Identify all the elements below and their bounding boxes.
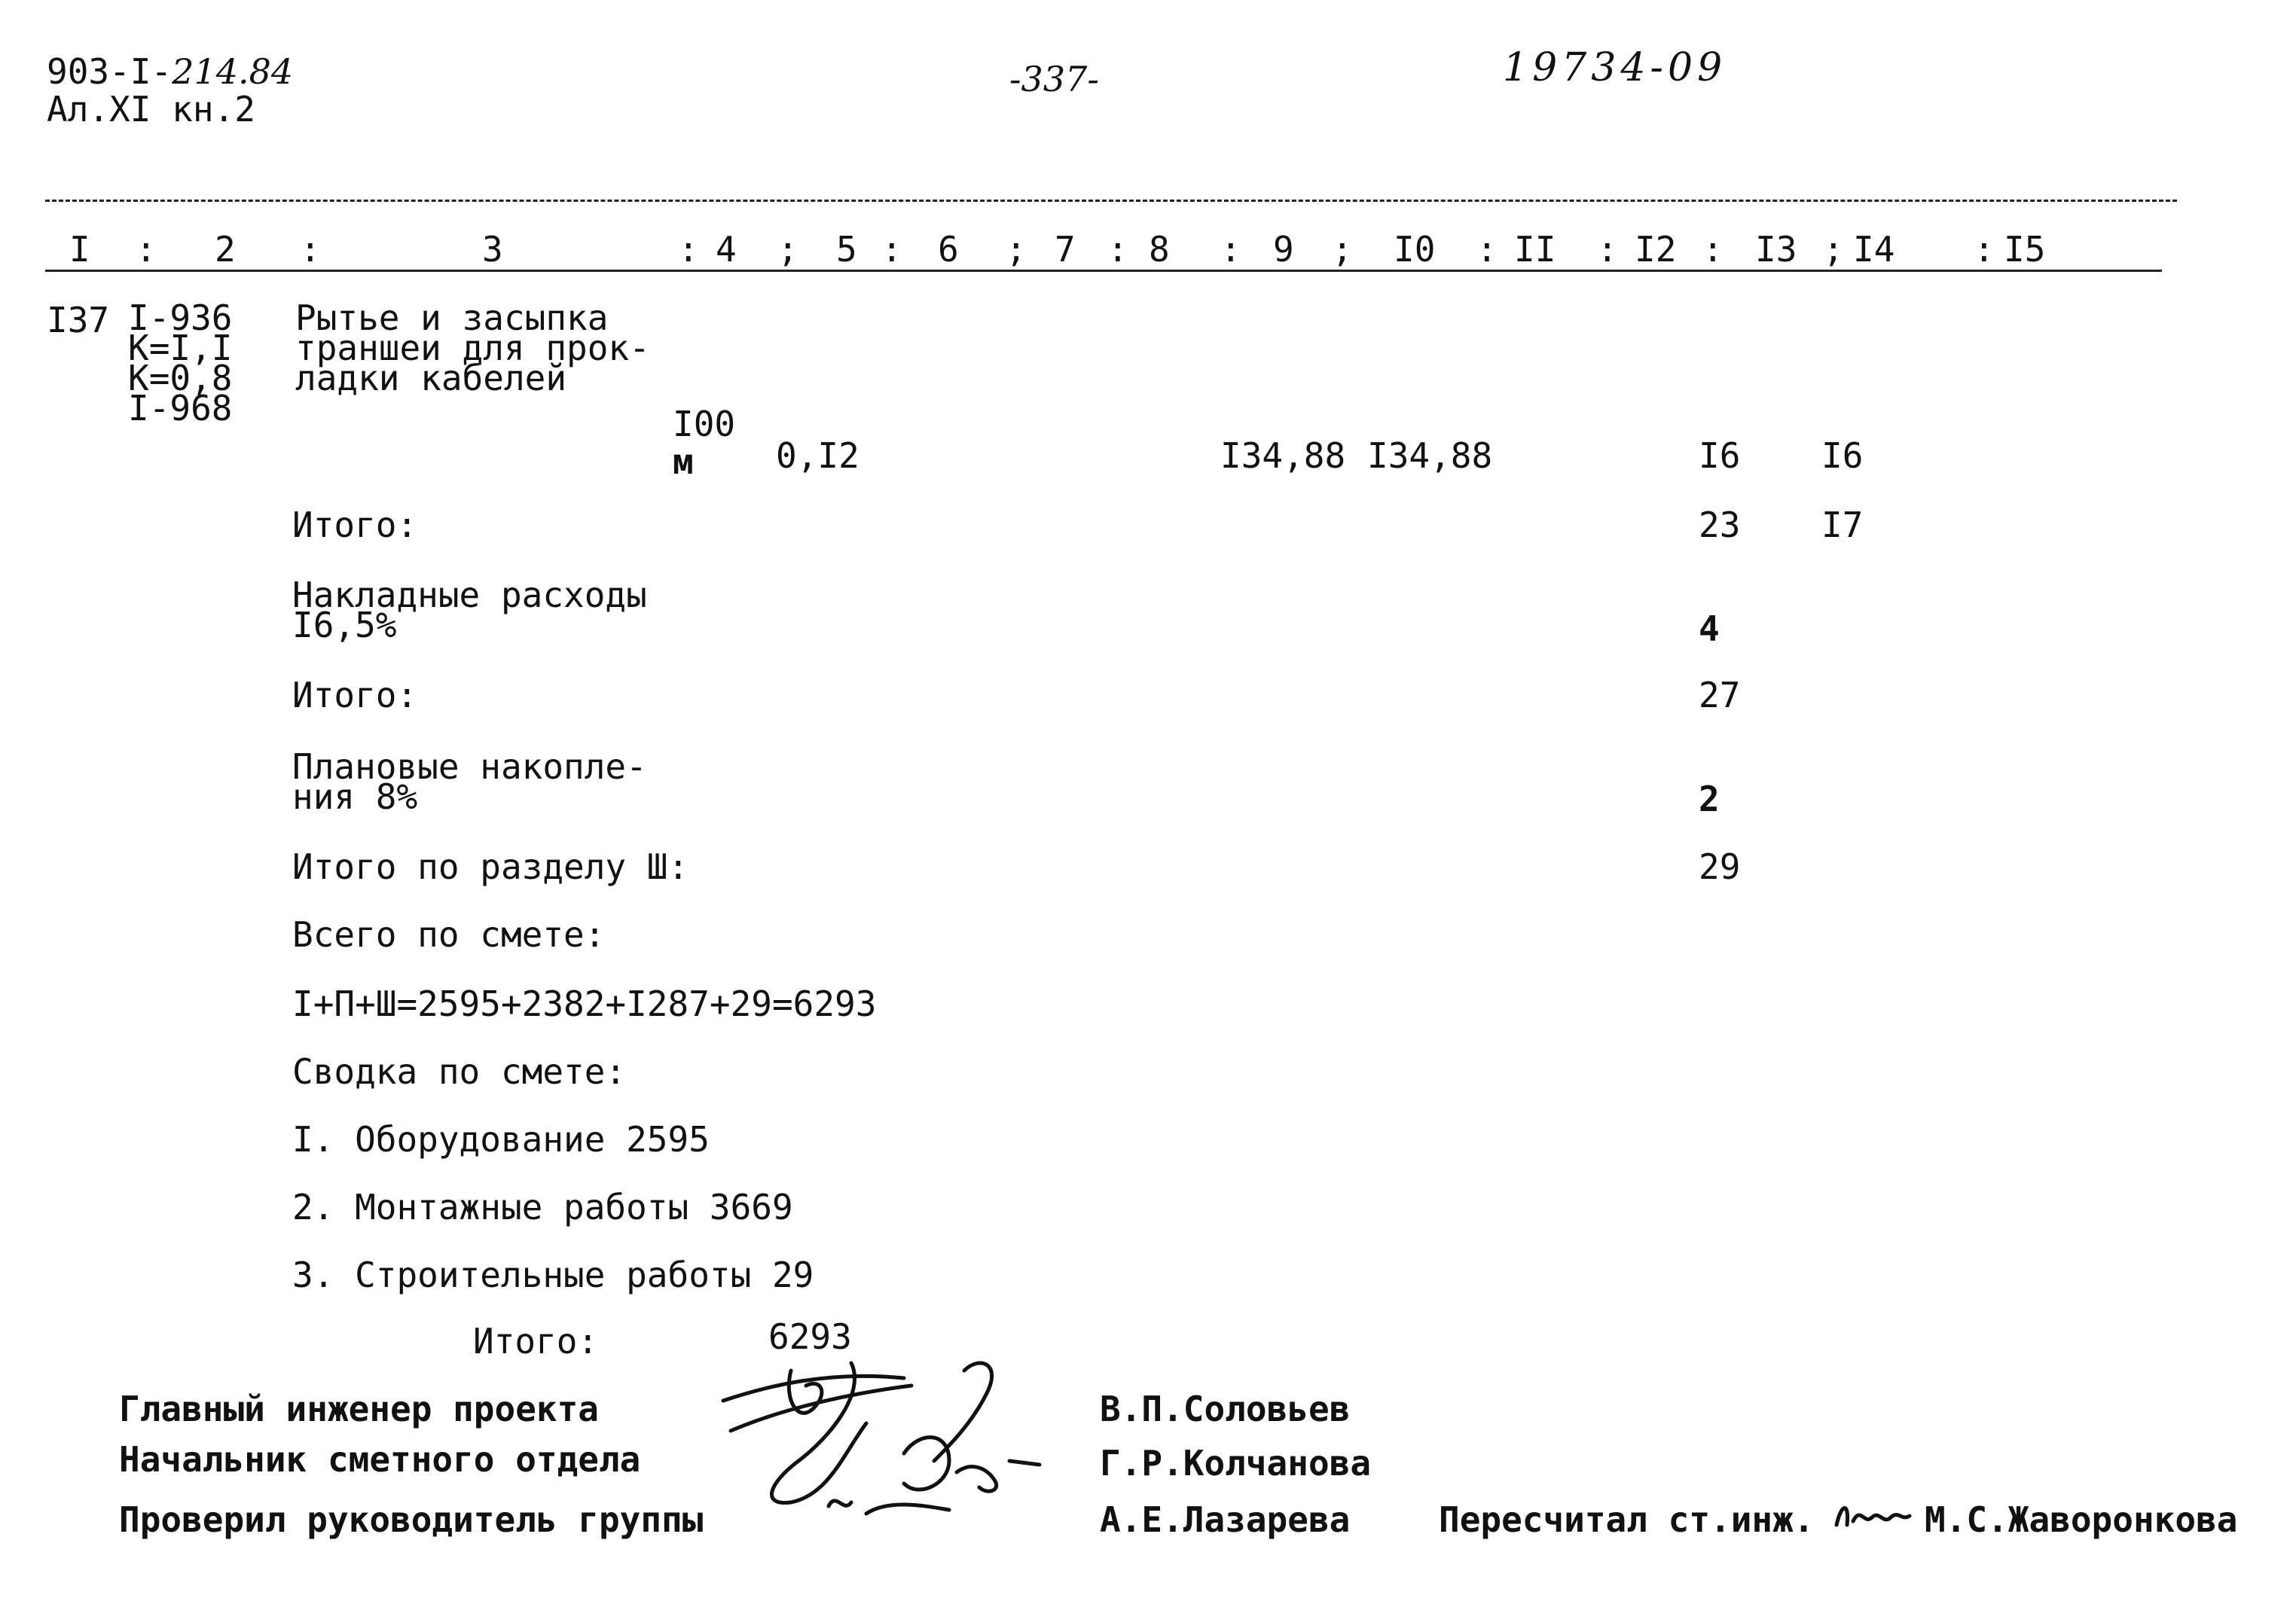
- col-header: I4: [1853, 229, 1895, 270]
- col-header: II: [1514, 229, 1556, 270]
- col-header: 8: [1149, 229, 1170, 270]
- summary-value-12: 4: [1699, 608, 1720, 649]
- summary-value-12: 27: [1699, 675, 1741, 715]
- col-header: 4: [716, 229, 737, 270]
- row-code-3: К=0,8: [128, 358, 233, 398]
- row-code-1: I-936: [128, 297, 233, 338]
- signature-role: Проверил руководитель группы: [119, 1499, 704, 1540]
- handwritten-signatures: [678, 1340, 1070, 1536]
- summary-value-12: 2: [1699, 779, 1720, 819]
- itogo-label: Итого:: [473, 1321, 599, 1362]
- top-rule: [45, 200, 2177, 202]
- col-header: 6: [938, 229, 959, 270]
- summary-value-12: 29: [1699, 846, 1741, 887]
- recount-name: М.С.Жаворонкова: [1925, 1499, 2238, 1540]
- summary-value-13: I7: [1821, 505, 1864, 545]
- row-code-4: I-968: [128, 388, 233, 428]
- doc-code-handwritten: 214.84: [172, 51, 294, 92]
- recount-signature: [1830, 1495, 1913, 1540]
- col-header: 7: [1055, 229, 1076, 270]
- signature-name: В.П.Соловьев: [1100, 1389, 1351, 1429]
- svodka-label: Сводка по смете:: [292, 1051, 627, 1092]
- col-header: I0: [1394, 229, 1436, 270]
- archive-number: 19734-09: [1503, 45, 1727, 90]
- summary-label: Плановые накопле-: [292, 746, 647, 787]
- row-unit-bottom: м: [673, 441, 694, 482]
- row-unit-top: I00: [673, 404, 736, 444]
- doc-code: [47, 51, 294, 92]
- summary-label: Итого:: [292, 505, 418, 545]
- album-label: Ал.XI кн.2: [47, 89, 255, 130]
- svodka-item: I. Оборудование 2595: [292, 1119, 710, 1160]
- row-code-2: К=I,I: [128, 328, 233, 368]
- row-col10: I34,88: [1367, 435, 1493, 476]
- all-total-label: Всего по смете:: [292, 914, 606, 955]
- row-col13: I6: [1821, 435, 1864, 476]
- total-formula: I+П+Ш=2595+2382+I287+29=6293: [292, 983, 877, 1024]
- summary-label: ния 8%: [292, 776, 418, 817]
- signature-role: Главный инженер проекта: [119, 1389, 599, 1429]
- summary-label: Итого:: [292, 675, 418, 715]
- col-header: I: [69, 229, 90, 270]
- signature-role: Начальник сметного отдела: [119, 1439, 641, 1480]
- col-header: I5: [2004, 229, 2046, 270]
- summary-label: Накладные расходы: [292, 575, 647, 615]
- row-desc-line: траншеи для прок-: [295, 328, 650, 368]
- itogo-value: 6293: [768, 1316, 852, 1357]
- row-col12: I6: [1699, 435, 1741, 476]
- summary-value-12: 23: [1699, 505, 1741, 545]
- svodka-item: 3. Строительные работы 29: [292, 1255, 814, 1295]
- row-quantity: 0,I2: [776, 435, 859, 476]
- col-header: 9: [1273, 229, 1294, 270]
- col-header: 3: [482, 229, 503, 270]
- doc-code-prefix: 903-I-: [47, 51, 173, 92]
- row-desc-line: ладки кабелей: [295, 358, 567, 398]
- col-header: 5: [836, 229, 857, 270]
- col-header: 2: [215, 229, 236, 270]
- header-underline: [45, 270, 2162, 272]
- signature-name: А.Е.Лазарева: [1100, 1499, 1351, 1540]
- row-col9: I34,88: [1220, 435, 1346, 476]
- col-header: I2: [1635, 229, 1677, 270]
- signature-name: Г.Р.Колчанова: [1100, 1443, 1372, 1484]
- summary-label: Итого по разделу Ш:: [292, 846, 689, 887]
- recount-label: Пересчитал ст.инж.: [1439, 1499, 1815, 1540]
- row-desc-line: Рытье и засыпка: [295, 297, 609, 338]
- summary-label: I6,5%: [292, 605, 397, 645]
- page-number: -337-: [1009, 59, 1099, 99]
- col-header: I3: [1755, 229, 1797, 270]
- svodka-item: 2. Монтажные работы 3669: [292, 1187, 793, 1227]
- row-number: I37: [47, 300, 110, 340]
